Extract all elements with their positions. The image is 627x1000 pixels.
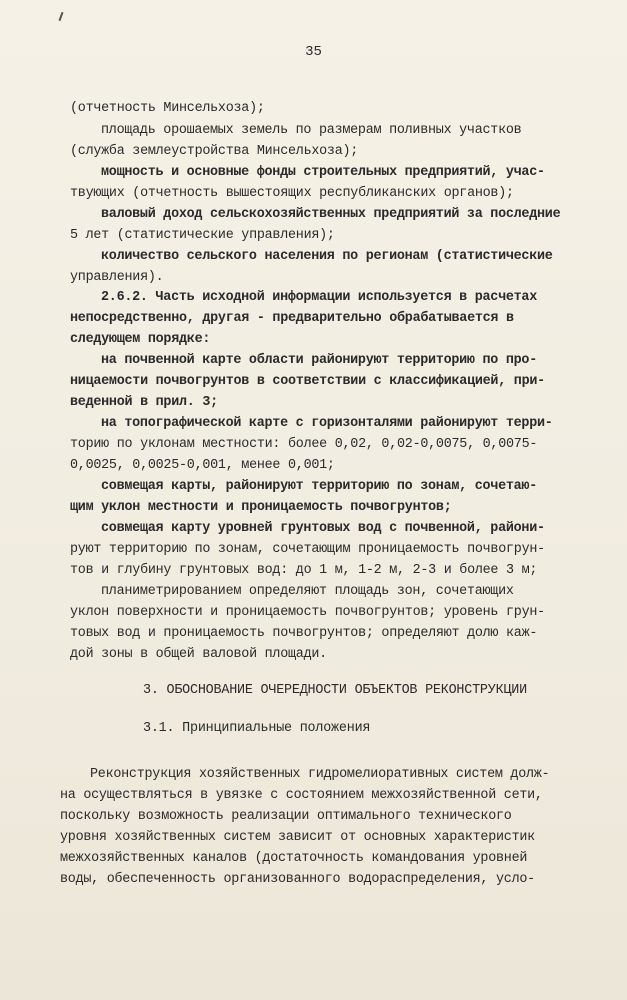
list-line: 0,0025, 0,0025-0,001, менее 0,001;: [70, 458, 335, 473]
list-line: непосредственно, другая - предварительно обрабатывается в: [70, 311, 514, 326]
paragraph-line: уровня хозяйственных систем зависит от основных характеристик: [60, 830, 535, 845]
paragraph-line: воды, обеспеченность организованного водораспределения, усло-: [60, 872, 535, 887]
section-heading: 3. ОБОСНОВАНИЕ ОЧЕРЕДНОСТИ ОБЪЕКТОВ РЕКОНСТРУКЦИИ: [143, 683, 527, 698]
list-line: тов и глубину грунтовых вод: до 1 м, 1-2 м, 2-3 и более 3 м;: [70, 563, 538, 578]
list-line: 2.6.2. Часть исходной информации используется в расчетах: [101, 290, 537, 305]
list-line: совмещая карту уровней грунтовых вод с почвенной, райони-: [101, 521, 545, 536]
paragraph-line: межхозяйственных каналов (достаточность командования уровней: [60, 851, 528, 866]
list-line: площадь орошаемых земель по размерам поливных участков: [101, 123, 522, 138]
list-line: 5 лет (статистические управления);: [70, 228, 335, 243]
page-number: 35: [305, 44, 322, 60]
list-line: ницаемости почвогрунтов в соответствии с классификацией, при-: [70, 374, 545, 389]
list-line: уклон поверхности и проницаемость почвогрунтов; уровень грун-: [70, 605, 545, 620]
list-line: количество сельского населения по регионам (статистические: [101, 249, 553, 264]
list-line: совмещая карты, районируют территорию по зонам, сочетаю-: [101, 479, 537, 494]
list-line: следующем порядке:: [70, 332, 211, 347]
list-line: руют территорию по зонам, сочетающим проницаемость почвогрун-: [70, 542, 545, 557]
list-line: (отчетность Минсельхоза);: [70, 101, 265, 116]
list-line: мощность и основные фонды строительных предприятий, учас-: [101, 165, 545, 180]
list-line: управления).: [70, 270, 164, 285]
list-line: дой зоны в общей валовой площади.: [70, 647, 327, 662]
pen-mark: [59, 12, 64, 21]
paragraph-line: Реконструкция хозяйственных гидромелиоративных систем долж-: [90, 767, 550, 782]
list-line: валовый доход сельскохозяйственных предприятий за последние: [101, 207, 561, 222]
list-line: веденной в прил. 3;: [70, 395, 218, 410]
list-line: щим уклон местности и проницаемость почвогрунтов;: [70, 500, 452, 515]
list-line: торию по уклонам местности: более 0,02, 0,02-0,0075, 0,0075-: [70, 437, 538, 452]
list-line: (служба землеустройства Минсельхоза);: [70, 144, 359, 159]
list-line: твующих (отчетность вышестоящих республиканских органов);: [70, 186, 514, 201]
paragraph-line: поскольку возможность реализации оптимального технического: [60, 809, 512, 824]
list-line: планиметрированием определяют площадь зон, сочетающих: [101, 584, 514, 599]
subsection-heading: 3.1. Принципиальные положения: [143, 721, 371, 736]
paragraph-line: на осуществляться в увязке с состоянием межхозяйственной сети,: [60, 788, 543, 803]
list-line: товых вод и проницаемость почвогрунтов; определяют долю каж-: [70, 626, 538, 641]
list-line: на топографической карте с горизонталями районируют терри-: [101, 416, 553, 431]
list-line: на почвенной карте области районируют территорию по про-: [101, 353, 537, 368]
